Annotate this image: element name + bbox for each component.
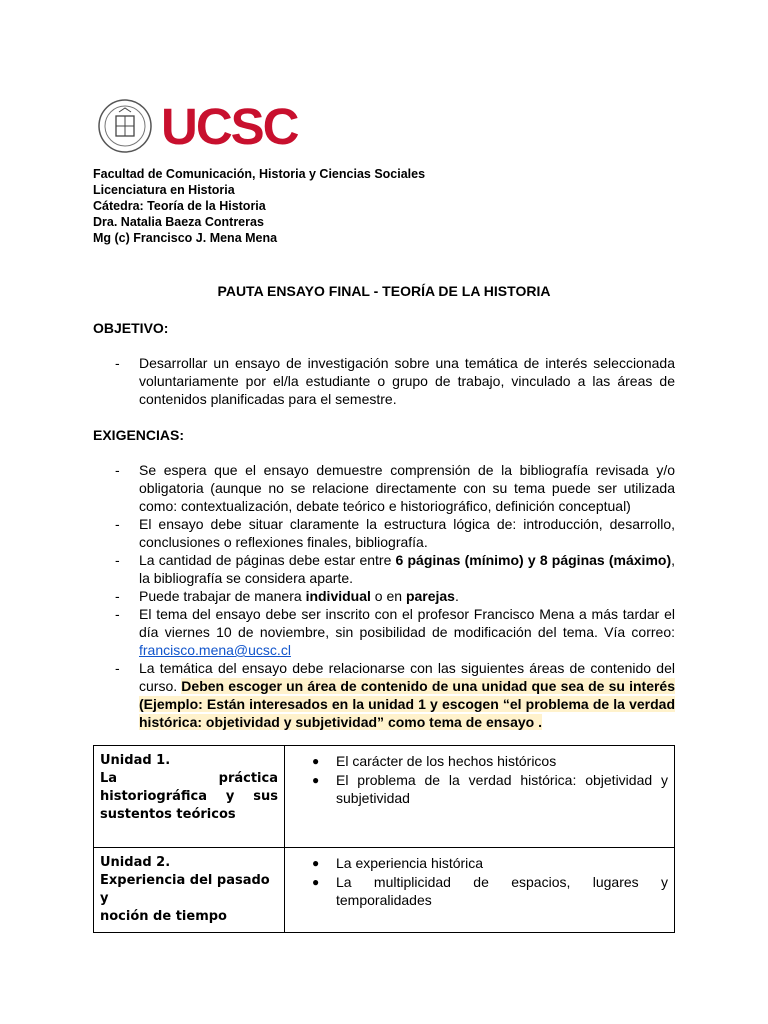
table-row xyxy=(94,848,675,933)
list-item: - Puede trabajar de manera individual o en parejas. xyxy=(115,588,459,604)
list-item: - El ensayo debe situar claramente la estructura lógica de: introducción, desarrollo, conclusiones o reflexiones finales, bibliografía. xyxy=(115,516,675,550)
university-seal-icon xyxy=(97,98,153,154)
unit-name-line: La práctica xyxy=(100,771,278,786)
exigencias-list xyxy=(93,461,675,731)
unit-name-line: historiográfica y sus xyxy=(100,789,278,804)
list-item: - Se espera que el ensayo demuestre comprensión de la bibliografía revisada y/o obligatoria (aunque no se relacione directamente con su tema puede ser utilizada como: contextualización, debate teórico e historiográfico, definición conceptual) xyxy=(115,462,675,514)
logo-wordmark: UCSC xyxy=(161,97,298,155)
unit-number: Unidad 1. xyxy=(100,753,171,768)
list-item: ● El carácter de los hechos históricos xyxy=(312,753,557,769)
table-row xyxy=(94,746,675,848)
topics-cell xyxy=(285,848,675,933)
list-item: - Desarrollar un ensayo de investigación sobre una temática de interés seleccionada voluntariamente por el/la estudiante o grupo de trabajo, vinculado a las áreas de contenidos planificadas para el semestre. xyxy=(115,355,675,407)
list-item: ● La multiplicidad de espacios, lugares y temporalidades xyxy=(312,873,668,908)
unit-name-line: Experiencia del pasado y xyxy=(100,873,270,906)
list-item: ● La experiencia histórica xyxy=(312,855,484,871)
list-item: ● El problema de la verdad histórica: objetividad y subjetividad xyxy=(312,771,668,806)
course-header xyxy=(93,166,425,246)
unit-cell xyxy=(94,848,285,933)
unit-name-line: sustentos teóricos xyxy=(100,807,236,822)
list-item: - La cantidad de páginas debe estar entre 6 páginas (mínimo) y 8 páginas (máximo), la bibliografía se considera aparte. xyxy=(115,552,676,586)
university-logo xyxy=(97,95,298,157)
faculty-line: Facultad de Comunicación, Historia y Ciencias Sociales xyxy=(93,167,426,181)
unit-name-line: noción de tiempo xyxy=(100,909,227,924)
page-title: PAUTA ENSAYO FINAL - TEORÍA DE LA HISTORIA xyxy=(217,283,551,299)
exigencias-heading: EXIGENCIAS: xyxy=(93,427,185,443)
chair-line: Cátedra: Teoría de la Historia xyxy=(93,199,266,213)
bullet-icon: ● xyxy=(312,856,320,870)
objetivo-heading: OBJETIVO: xyxy=(93,320,169,336)
bullet-icon: ● xyxy=(312,772,320,787)
email-link[interactable]: francisco.mena@ucsc.cl xyxy=(139,642,291,658)
unit-cell xyxy=(94,746,285,848)
professor-line: Dra. Natalia Baeza Contreras xyxy=(93,215,264,229)
list-item: - La temática del ensayo debe relacionarse con las siguientes áreas de contenido del curso. Deben escoger un área de contenido de una unidad que sea de su interés (Ejemplo: Están interesados en la unidad 1 y escogen “el problema de la verdad histórica: objetividad y subjetividad” como tema de ensayo . xyxy=(115,660,676,730)
highlighted-instruction: Deben escoger un área de contenido de una unidad que sea de su interés (Ejemplo: Están interesados en la unidad 1 y escogen “el problema de la verdad histórica: objetividad y subjetividad” como tema de ensayo . xyxy=(139,678,676,730)
list-item: - El tema del ensayo debe ser inscrito con el profesor Francisco Mena a más tardar el día viernes 10 de noviembre, sin posibilidad de modificación del tema. Vía correo: francisco.mena@ucsc.cl xyxy=(115,606,675,658)
topics-cell xyxy=(285,746,675,848)
instructor-line: Mg (c) Francisco J. Mena Mena xyxy=(93,231,278,245)
unit-number: Unidad 2. xyxy=(100,855,171,870)
bullet-icon: ● xyxy=(312,874,320,889)
program-line: Licenciatura en Historia xyxy=(93,183,235,197)
units-table xyxy=(93,745,675,933)
bullet-icon: ● xyxy=(312,754,320,768)
objetivo-list xyxy=(93,354,675,408)
